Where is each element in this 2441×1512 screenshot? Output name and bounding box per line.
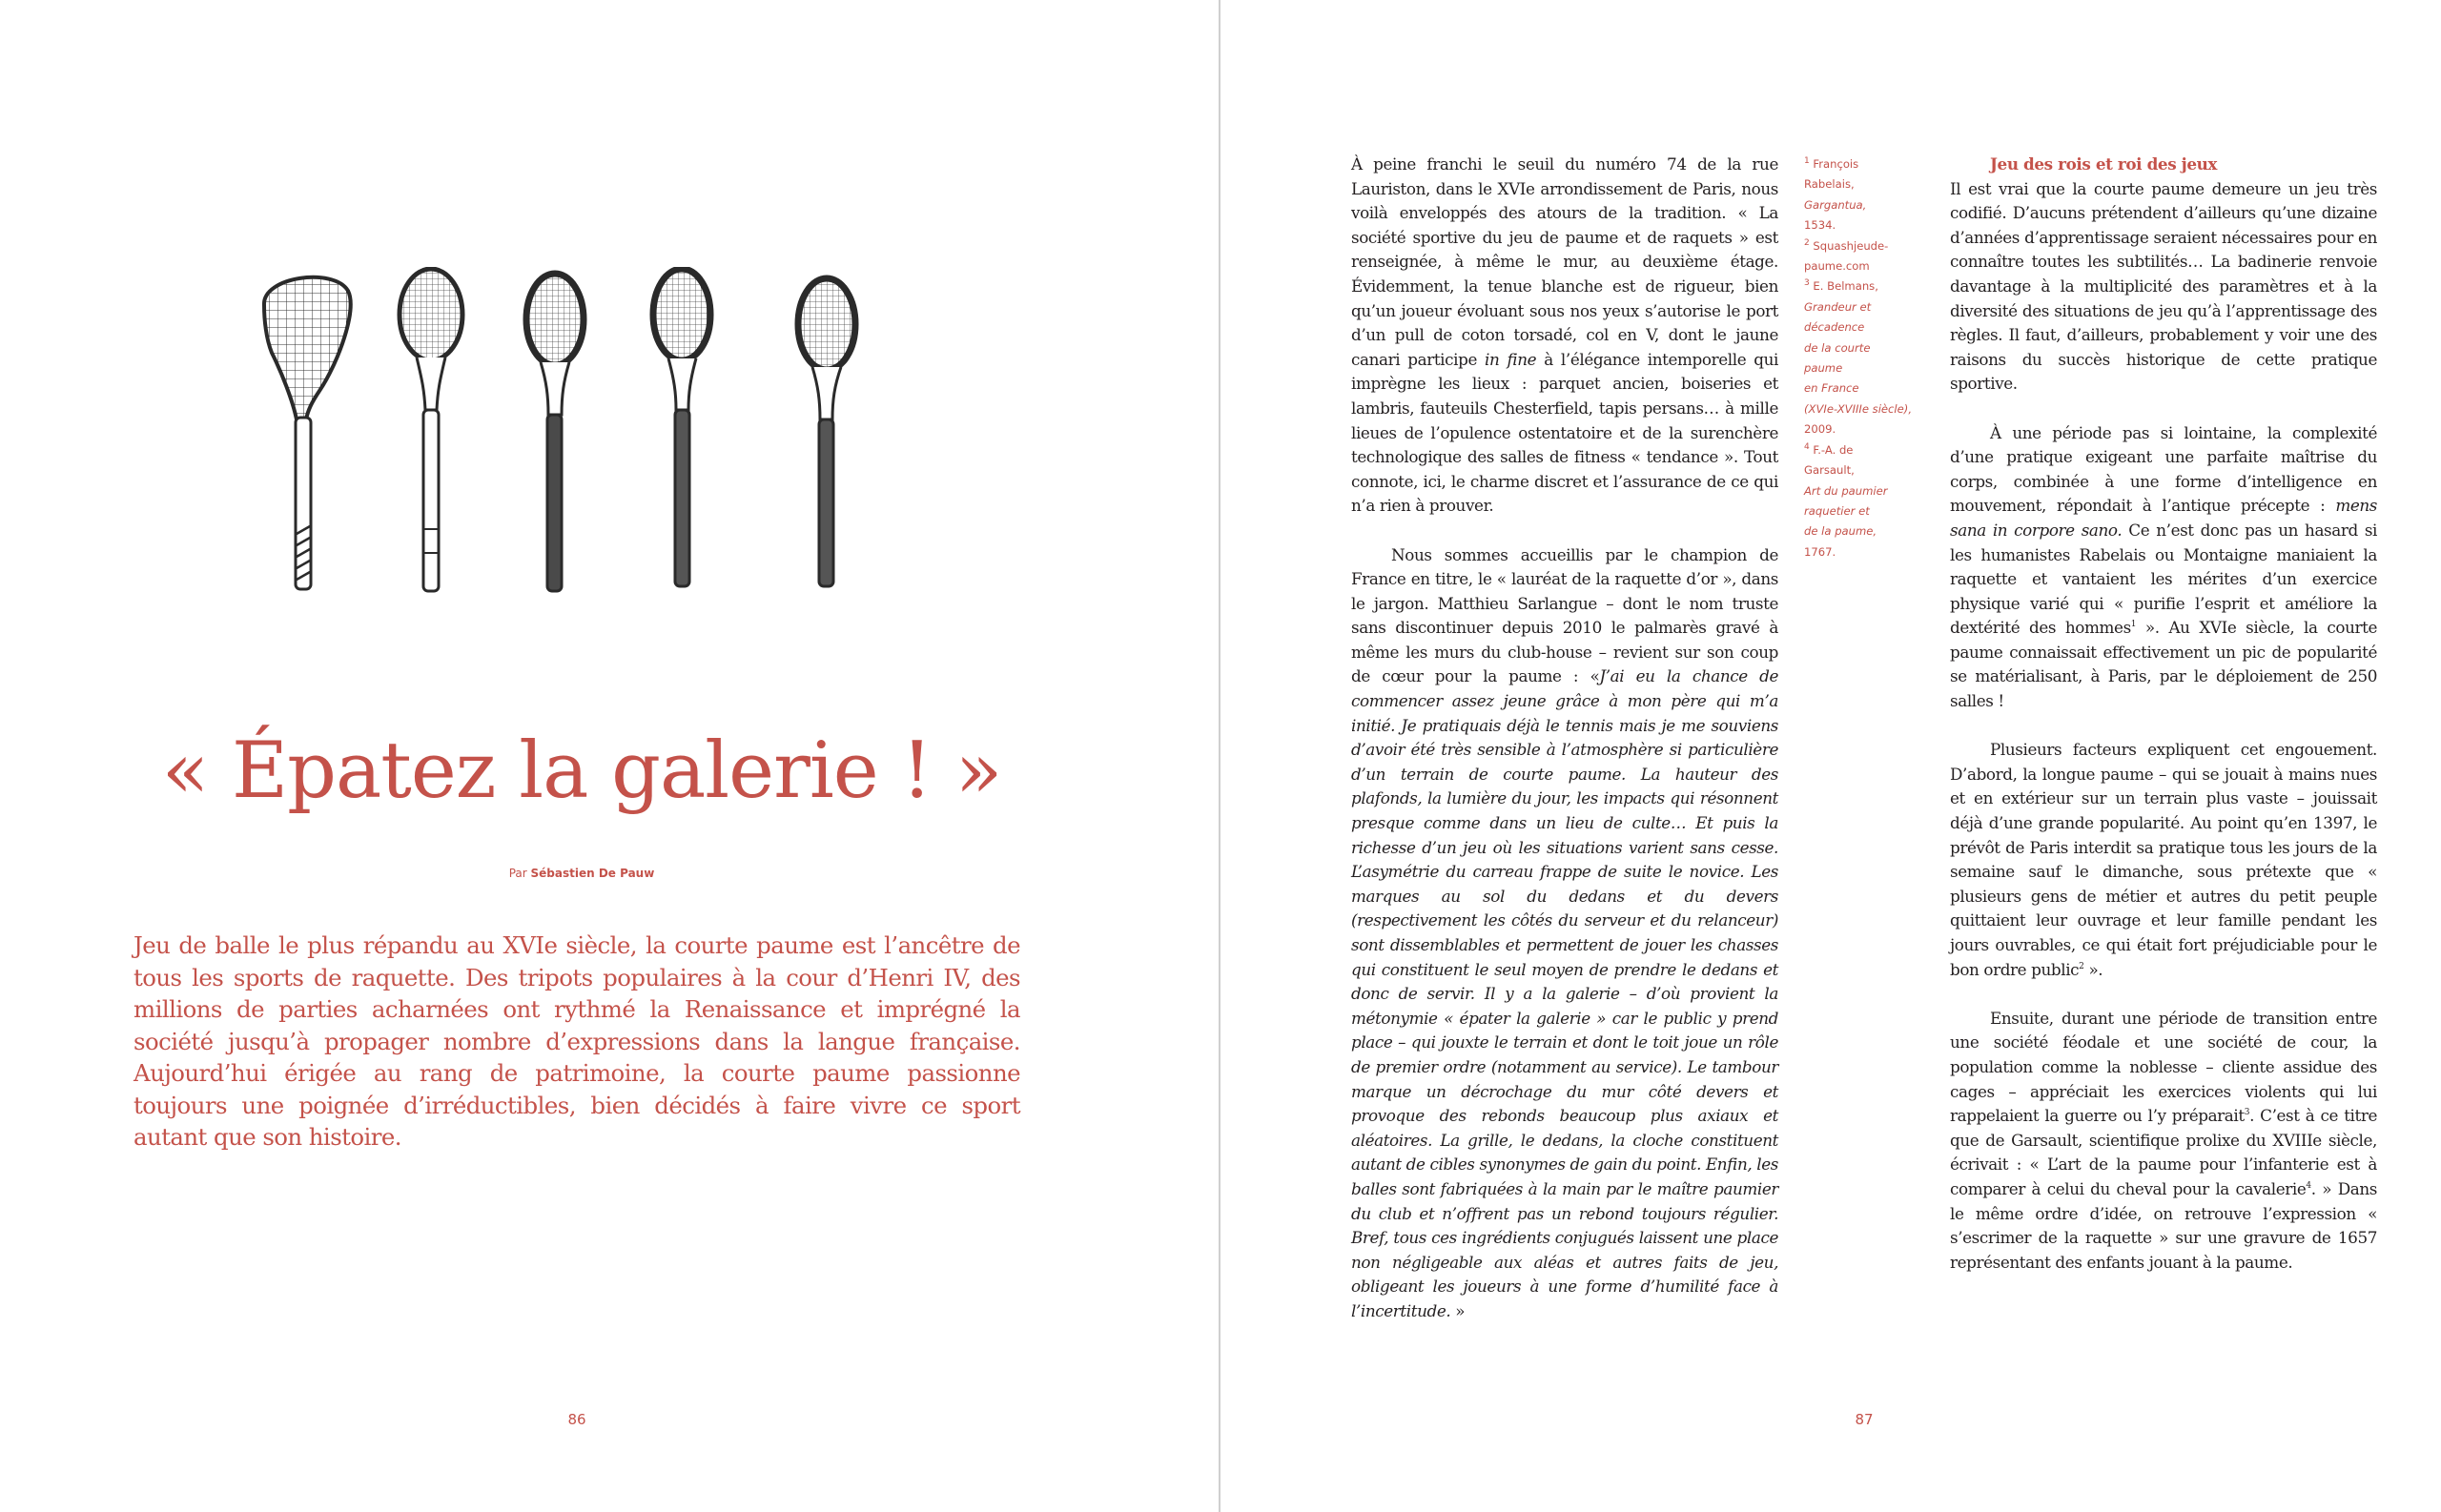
footnote-4 xyxy=(1804,440,1918,460)
footnote-text: François xyxy=(1813,157,1859,171)
footnote-text: 2009. xyxy=(1804,422,1836,437)
text-run: À une période pas si lointaine, la complexité d’une pratique exigeant une parfaite maîtrise du corps, combinée à une forme d’intelligence en mouvement, répondait à l’antique précepte : xyxy=(1950,422,2377,516)
footnote-text: E. Belmans, xyxy=(1813,279,1878,294)
footnote-ref: 3 xyxy=(2244,1108,2250,1118)
footnote-text: Garsault, xyxy=(1804,463,1855,478)
byline-prefix: Par xyxy=(508,867,527,880)
footnote-text: paume xyxy=(1804,361,1843,376)
text-run: Ce n’est donc pas un hasard si les humanistes Rabelais ou Montaigne maniaient la raquette et vantaient les mérites d’un exercice physique varié qui « purifie l’esprit et améliore la dextérité des hommes xyxy=(1950,520,2377,638)
footnote-1 xyxy=(1804,154,1918,174)
quote-text: J’ai eu la chance de commencer assez jeune grâce à mon père qui m’a initié. Je pratiquais déjà le tennis mais je me souviens d’avoir été très sensible à l’atmosphère si particulière d’un terrain de courte paume. La hauteur des plafonds, la lumière du jour, les impacts qui résonnent presque comme dans un lieu de culte… Et puis la richesse d’un jeu où les situations varient sans cesse. L’asymétrie du carreau frappe de suite le novice. Les marques au sol du dedans et du devers (respectivement les côtés du serveur et du relanceur) sont dissemblables et permettent de jouer les chasses qui constituent le seul moyen de prendre le dedans et donc de servir. Il y a la galerie – d’où provient la métonymie « épater la galerie » car le public y prend place – qui jouxte le terrain et dont le toit joue un rôle de premier ordre (notamment au service). Le tambour marque un décrochage du mur côté devers et provoque des rebonds beaucoup plus axiaux et aléatoires. La grille, le dedans, la cloche constituent autant de cibles synonymes de gain du point. Enfin, les balles sont fabriquées à la main par le maître paumier du club et n’offrent pas un rebond toujours régulier. Bref, tous ces ingrédients conjugués laissent une place non négligeable aux aléas et autres faits de jeu, obligeant les joueurs à une forme d’humilité face à l’incertitude. xyxy=(1351,666,1778,1320)
body-column-2 xyxy=(1950,153,2377,1275)
footnote-text: de la paume, xyxy=(1804,524,1877,539)
footnote-text: Gargantua, xyxy=(1804,197,1867,212)
footnote-text: Grandeur et xyxy=(1804,299,1872,314)
italic-text: in fine xyxy=(1485,349,1537,369)
body-paragraph xyxy=(1950,738,2377,982)
footnote-text: Squashjeude- xyxy=(1813,238,1889,253)
footnote-3 xyxy=(1804,276,1918,296)
footnote-number: 3 xyxy=(1804,278,1810,289)
footnote-ref: 2 xyxy=(2079,961,2084,971)
section-heading: Jeu des rois et roi des jeux xyxy=(1990,154,2218,174)
text-run: Ensuite, durant une période de transition entre une société féodale et une société de cour, la population comme la noblesse – cliente assidue des cages – appréciait les exercices violents qui lui rappelaient la guerre ou l’y préparait xyxy=(1950,1008,2377,1126)
racket-3-icon xyxy=(526,274,584,591)
racket-2-icon xyxy=(400,269,462,591)
footnotes xyxy=(1804,154,1918,562)
text-run: ». xyxy=(2088,959,2103,979)
vintage-tennis-rackets-icon xyxy=(243,267,930,610)
footnote-number: 4 xyxy=(1804,441,1810,452)
body-paragraph xyxy=(1351,543,1778,1324)
footnote-ref: 1 xyxy=(2130,620,2137,630)
footnote-number: 1 xyxy=(1804,156,1810,166)
footnote-text: raquetier et xyxy=(1804,503,1870,518)
footnote-text: en France xyxy=(1804,381,1859,396)
racket-1-icon xyxy=(264,277,351,589)
text-run: » xyxy=(1455,1300,1466,1320)
body-paragraph xyxy=(1950,421,2377,714)
footnote-text: F.-A. de xyxy=(1813,442,1854,457)
text-run: ». Au XVIe siècle, la courte paume connaissait effectivement un pic de popularité se matérialisant, à Paris, par le déploiement de 250 salles ! xyxy=(1950,618,2378,711)
footnote-text: de la courte xyxy=(1804,340,1871,355)
article-title: « Épatez la galerie ! » xyxy=(161,726,1002,816)
footnote-text: Rabelais, xyxy=(1804,177,1855,192)
body-column-1 xyxy=(1351,153,1778,1324)
body-paragraph xyxy=(1950,1007,2377,1276)
body-paragraph: Il est vrai que la courte paume demeure un jeu très codifié. D’aucuns prétendent d’ailleurs qu’une dizaine d’années d’apprentissage seraient nécessaires pour en connaître toutes les subtilités… La badinerie renvoie davantage à la multiplicité des paramètres et à la diversité des situations de jeu qu’à l’apprentissage des règles. Il faut, d’ailleurs, probablement y voir une des raisons du succès historique de cette pratique sportive. xyxy=(1950,178,2377,394)
left-page xyxy=(0,0,1219,1512)
byline xyxy=(0,867,1163,880)
body-paragraph xyxy=(1351,153,1778,519)
text-run: Nous sommes accueillis par le champion de France en titre, le « lauréat de la raquette d’or », dans le jargon. Matthieu Sarlangue – dont le nom truste sans discontinuer depuis 2010 le palmarès gravé à même les murs du club-house – revient sur son coup de cœur pour la paume : « xyxy=(1351,544,1778,686)
footnote-text: paume.com xyxy=(1804,259,1870,274)
text-run: Plusieurs facteurs expliquent cet engouement. D’abord, la longue paume – qui se jouait à mains nues et en extérieur sur un terrain plus vaste – jouissait déjà d’une grande popularité. Au point qu’en 1397, le prévôt de Paris interdit sa pratique tous les jours de la semaine sauf le dimanche, sous prétexte que « plusieurs gens de métier et autres du petit peuple quittaient leur ouvrage et leur famille pendant les jours ouvrables, ce qui était fort préjudiciable pour le bon ordre public xyxy=(1950,740,2377,979)
text-run: . C’est à ce titre que de Garsault, scientifique prolixe du XVIIIe siècle, écrivait : « L’art de la paume pour l’infanterie est à comparer à celui du cheval pour la cavalerie xyxy=(1950,1106,2378,1198)
footnote-text: 1767. xyxy=(1804,544,1836,559)
page-number-right: 87 xyxy=(1855,1411,1874,1428)
footnote-text: 1534. xyxy=(1804,218,1836,233)
italic-text: mens sana in corpore sano. xyxy=(1950,496,2377,540)
footnote-2 xyxy=(1804,236,1918,256)
text-run: à l’élégance intemporelle qui imprègne les lieux : parquet ancien, boiseries et lambris, fauteuils Chesterfield, tapis persans… à mille lieues de l’opulence ostentatoire et de la surenchère technologique des salles de fitness « tendance ». Tout connote, ici, le charme discret et l’assurance de ce qui n’a rien à prouver. xyxy=(1351,349,1779,516)
racket-5-icon xyxy=(798,278,855,586)
footnote-text: (XVIe-XVIIIe siècle), xyxy=(1804,401,1912,416)
footnote-text: Art du paumier xyxy=(1804,483,1888,498)
footnote-number: 2 xyxy=(1804,237,1810,248)
page-number-left: 86 xyxy=(567,1411,586,1428)
author-name: Sébastien De Pauw xyxy=(530,867,655,880)
racket-4-icon xyxy=(653,269,710,586)
text-run: À peine franchi le seuil du numéro 74 de la rue Lauriston, dans le XVIe arrondissement de Paris, nous voilà enveloppés des atours de la tradition. « La société sportive du jeu de paume et de raquets » est renseignée, à même le mur, au deuxième étage. Évidemment, la tenue blanche est de rigueur, bien qu’un joueur évoluant sous nos yeux s’autorise le port d’un pull de coton torsadé, col en V, dont le jaune canari participe xyxy=(1351,154,1778,369)
lede-paragraph: Jeu de balle le plus répandu au XVIe siècle, la courte paume est l’ancêtre de tous les sports de raquette. Des tripots populaires à la cour d’Henri IV, des millions de parties acharnées ont rythmé la Renaissance et imprégné la société jusqu’à propager nombre d’expressions dans la langue française. Aujourd’hui érigée au rang de patrimoine, la courte paume passionne toujours une poignée d’irréductibles, bien décidés à faire vivre ce sport autant que son histoire. xyxy=(133,931,1020,1151)
text-run: . » Dans le même ordre d’idée, on retrouve l’expression « s’escrimer de la raquette » sur une gravure de 1657 représentant des enfants jouant à la paume. xyxy=(1950,1178,2377,1272)
footnote-text: décadence xyxy=(1804,320,1865,335)
footnote-ref: 4 xyxy=(2306,1180,2311,1191)
